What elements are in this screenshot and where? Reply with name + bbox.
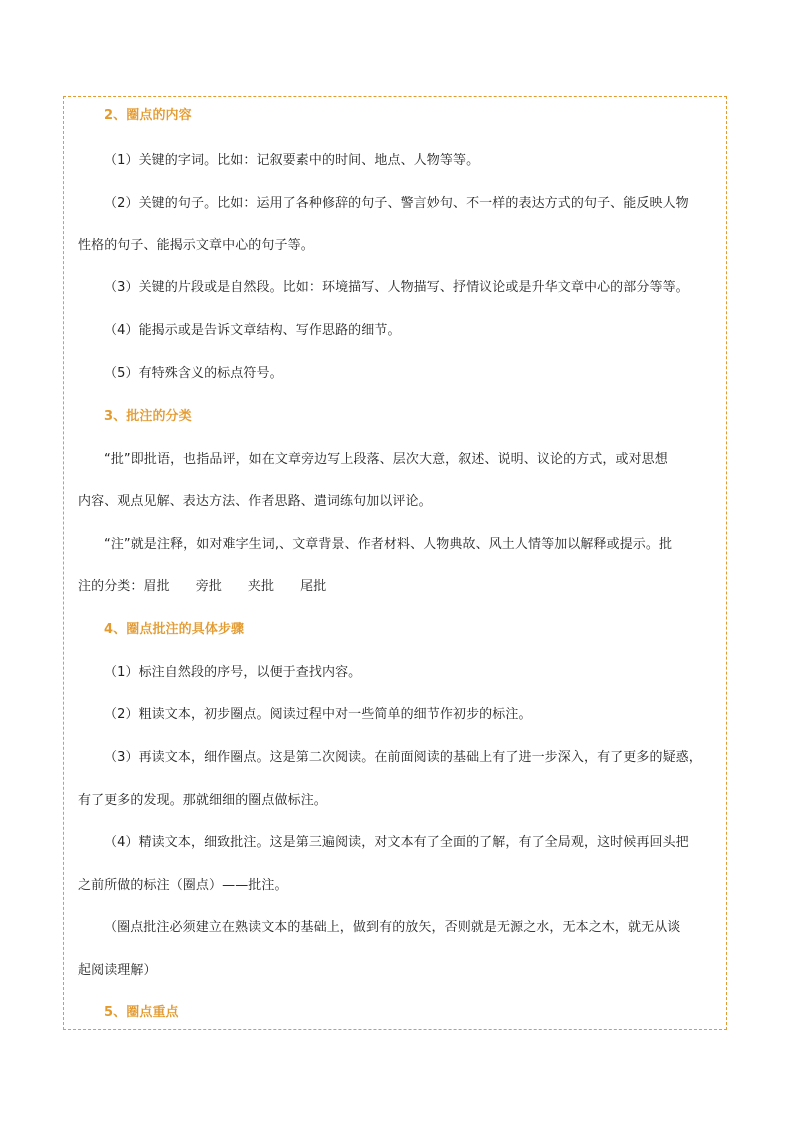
annotation-types-line [78,577,718,597]
annotation-type-item: 尾批 [300,579,327,594]
paragraph-4-note-cont: 起阅读理解） [78,963,157,978]
paragraph-3-pi: “批”即批语，也指品评，如在文章旁边写上段落、层次大意，叙述、说明、议论的方式，或对思想 [104,452,668,467]
paragraph-4-1: （1）标注自然段的序号，以便于查找内容。 [104,665,362,680]
annotation-types-label: 注的分类： [78,579,144,594]
section-heading-2: 2、圈点的内容 [104,108,192,123]
paragraph-2-2: （2）关键的句子。比如：运用了各种修辞的句子、警言妙句、不一样的表达方式的句子、能反映人物 [104,196,689,211]
paragraph-3-zhu: “注”就是注释，如对难字生词,、文章背景、作者材料、人物典故、风土人情等加以解释或提示。批 [104,537,673,552]
paragraph-4-note: （圈点批注必须建立在熟读文本的基础上，做到有的放矢，否则就是无源之水，无本之木，就无从谈 [104,920,681,935]
paragraph-2-1: （1）关键的字词。比如：记叙要素中的时间、地点、人物等等。 [104,153,480,168]
section-heading-5: 5、圈点重点 [104,1005,179,1020]
paragraph-2-4: （4）能揭示或是告诉文章结构、写作思路的细节。 [104,323,401,338]
annotation-type-item: 眉批 [143,579,170,594]
paragraph-4-4-cont: 之前所做的标注（圈点）——批注。 [78,878,288,893]
annotation-type-item: 旁批 [195,579,222,594]
paragraph-4-2: （2）粗读文本，初步圈点。阅读过程中对一些简单的细节作初步的标注。 [104,707,532,722]
paragraph-4-3-cont: 有了更多的发现。那就细细的圈点做标注。 [78,793,327,808]
paragraph-2-2-cont: 性格的句子、能揭示文章中心的句子等。 [78,238,314,253]
paragraph-3-pi-cont: 内容、观点见解、表达方法、作者思路、遣词练句加以评论。 [78,494,432,509]
paragraph-2-5: （5）有特殊含义的标点符号。 [104,366,283,381]
paragraph-2-3: （3）关键的片段或是自然段。比如：环境描写、人物描写、抒情议论或是升华文章中心的部分等等。 [104,280,689,295]
section-heading-3: 3、批注的分类 [104,409,192,424]
paragraph-4-4: （4）精读文本，细致批注。这是第三遍阅读，对文本有了全面的了解，有了全局观，这时候再回头把 [104,835,689,850]
paragraph-4-3: （3）再读文本，细作圈点。这是第二次阅读。在前面阅读的基础上有了进一步深入，有了更多的疑惑， [104,750,702,765]
section-heading-4: 4、圈点批注的具体步骤 [104,622,245,637]
annotation-type-item: 夹批 [247,579,275,594]
